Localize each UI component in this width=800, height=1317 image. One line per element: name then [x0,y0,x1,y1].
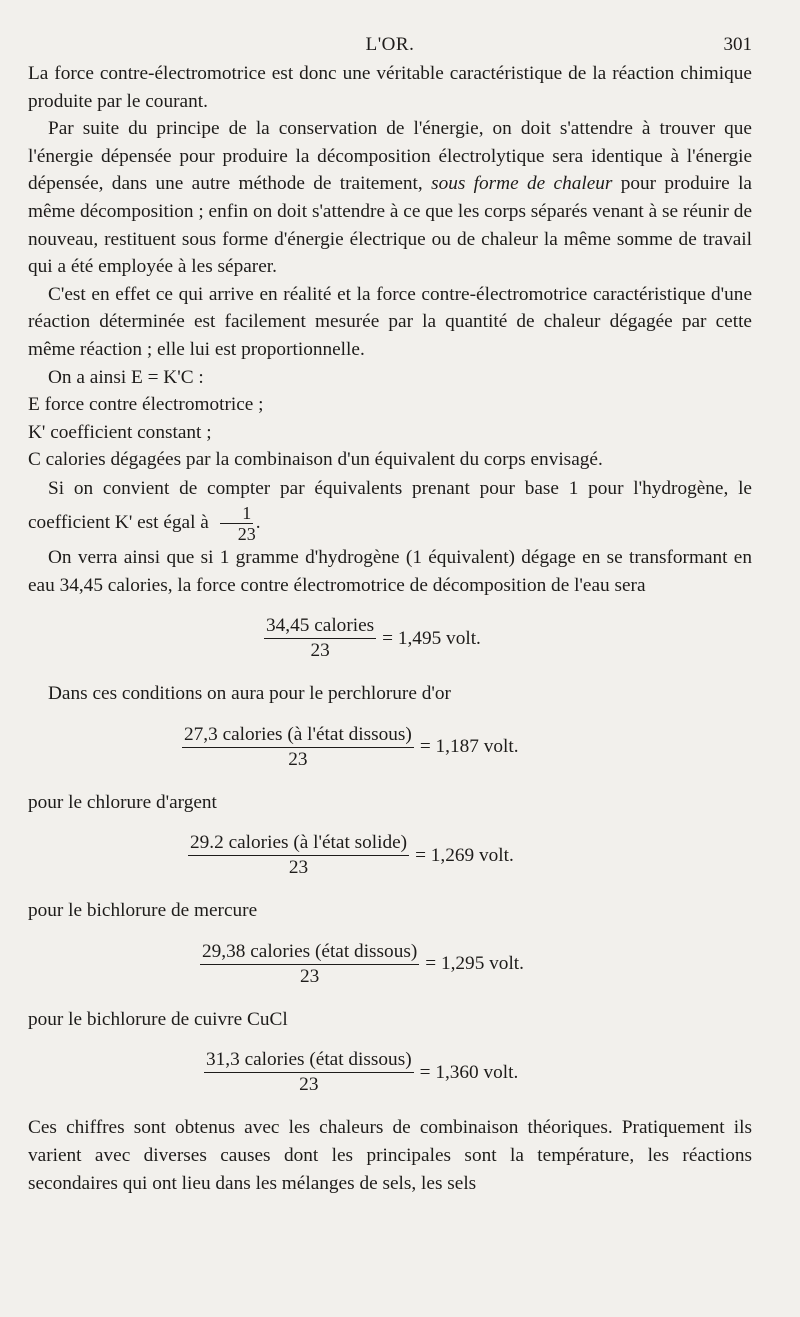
paragraph-5-text: Si on convient de compter par équivalents prenant pour base 1 pour l'hydrogène, le coefficient K' est égal à [28,477,752,533]
paragraph-10: pour le bichlorure de cuivre CuCl [28,1008,288,1030]
equation-mercury-numerator: 29,38 calories (état dissous) [200,941,419,965]
coefficient-fraction [218,503,256,544]
equation-water-denominator: 23 [310,640,330,662]
running-header [28,30,752,60]
equation-gold-result: = 1,187 volt. [419,736,519,758]
equation-water-result: = 1,495 volt. [382,627,481,649]
paragraph-4: On a ainsi E = K'C : [48,366,204,388]
equation-copper [204,1049,752,1096]
paragraph-5-end: . [255,511,261,533]
equation-mercury [200,941,752,988]
definition-k: K' coefficient constant ; [28,421,212,443]
equation-silver [188,832,752,879]
coefficient-numerator: 1 [220,503,253,524]
equation-mercury-fraction [200,941,419,988]
paragraph-2-emphasis: sous forme de chaleur [431,173,613,195]
paragraph-6: On verra ainsi que si 1 gramme d'hydrogène (1 équivalent) dégage en se transformant en eau 34,45 calories, la force contre électromotrice de décomposition de l'eau sera [28,546,752,596]
paragraph-11: Ces chiffres sont obtenus avec les chaleurs de combinaison théoriques. Pratiquement ils varient avec diverses causes dont les principales sont la température, les réactions secondaires qui ont lieu dans les mélanges de sels, les sels [28,1117,752,1194]
definition-e: E force contre électromotrice ; [28,394,264,416]
paragraph-2-part-a: Par suite du principe de la conservation de l'énergie, on doit s'attendre à trouver que l'énergie dépensée pour produire la décomposition électrolytique sera identique à l'énergie dépensée, dans une autre méthode de traitement, [28,118,752,195]
paragraph-8: pour le chlorure d'argent [28,791,217,813]
definition-c: C calories dégagées par la combinaison d'un équivalent du corps envisagé. [28,449,603,471]
coefficient-denominator: 23 [237,523,256,544]
equation-silver-denominator: 23 [288,857,309,879]
equation-copper-result: = 1,360 volt. [419,1061,519,1083]
equation-copper-fraction [204,1049,414,1096]
equation-gold-fraction [182,724,414,771]
paragraph-5 [28,474,752,544]
definitions-list [28,391,752,474]
equation-water-numerator: 34,45 calories [264,615,376,639]
equation-silver-result: = 1,269 volt. [415,844,514,866]
paragraph-2-part-b: pour produire la même décomposition ; enfin on doit s'attendre à ce que les corps séparés venant à se réunir de nouveau, restituent sous forme d'énergie électrique ou de chaleur la même somme de travail qui a été employée à les séparer. [28,173,752,278]
equation-silver-numerator: 29.2 calories (à l'état solide) [188,832,409,856]
paragraph-9: pour le bichlorure de mercure [28,900,258,922]
equation-mercury-result: = 1,295 volt. [425,953,524,975]
page-number: 301 [723,34,752,55]
paragraph-1: La force contre-électromotrice est donc une véritable caractéristique de la réaction chimique produite par le courant. [28,63,752,112]
equation-water [264,615,752,662]
running-title: L'OR. [365,34,415,55]
equation-gold-denominator: 23 [288,748,308,770]
equation-gold [182,724,752,771]
equation-gold-numerator: 27,3 calories (à l'état dissous) [182,724,414,748]
paragraph-7: Dans ces conditions on aura pour le perchlorure d'or [48,683,451,705]
paragraph-2 [28,115,752,281]
equation-water-fraction [264,615,376,662]
equation-mercury-denominator: 23 [299,965,320,987]
equation-copper-numerator: 31,3 calories (état dissous) [204,1049,414,1073]
paragraph-3: C'est en effet ce qui arrive en réalité et la force contre-électromotrice caractéristique d'une réaction déterminée est facilement mesurée par la quantité de chaleur dégagée par cette même réaction ; elle lui est proportionnelle. [28,283,752,360]
equation-copper-denominator: 23 [299,1074,319,1096]
equation-silver-fraction [188,832,409,879]
